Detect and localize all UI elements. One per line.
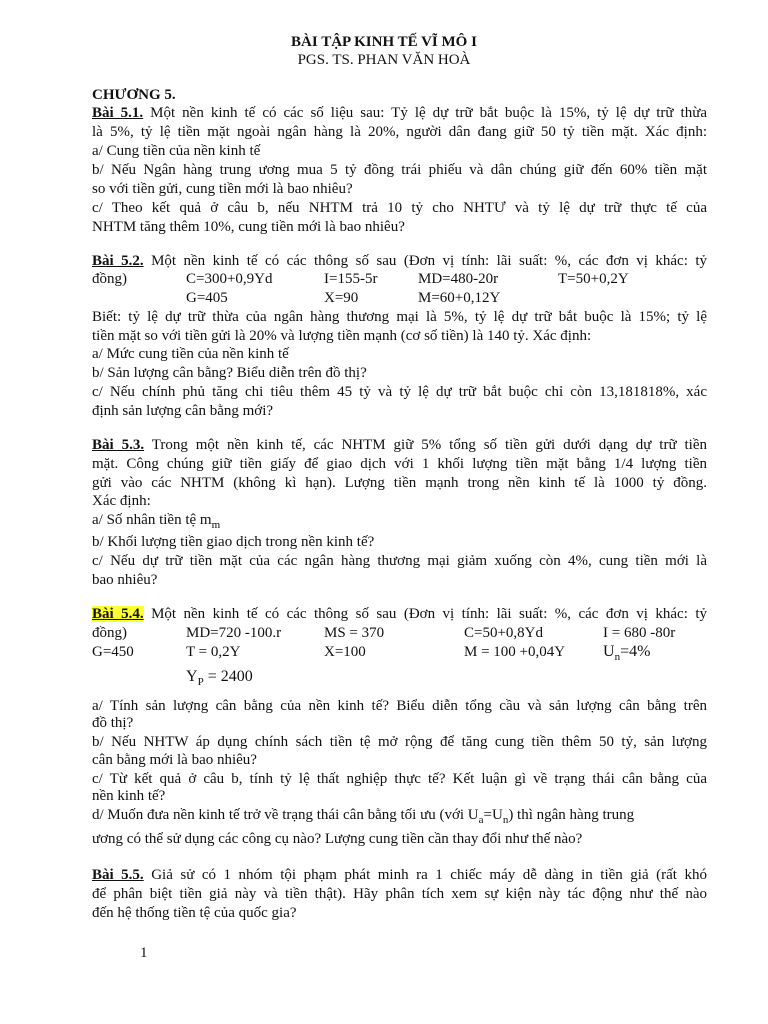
exercise-5-2-param: T=50+0,2Y	[558, 271, 629, 287]
exercise-5-1-line-3: a/ Cung tiền của nền kinh tế	[92, 143, 261, 159]
exercise-5-3-line-5: a/ Số nhân tiền tệ $m_m$	[92, 512, 221, 531]
exercise-5-3-line-7: c/ Nếu dự trữ tiền mặt của các ngân hàng thương mại giảm xuống còn 4%, cung tiền mới là	[92, 553, 707, 569]
exercise-5-2-param: C=300+0,9Yd	[186, 271, 273, 287]
exercise-5-5-label: Bài 5.5.	[92, 867, 144, 883]
exercise-5-1-line-1: Bài 5.1. Một nền kinh tế có các số liệu sau: Tỷ lệ dự trữ bắt buộc là 15%, tỷ lệ dự trữ thừa	[92, 105, 707, 121]
exercise-5-3-line-6: b/ Khối lượng tiền giao dịch trong nền kinh tế?	[92, 534, 375, 550]
exercise-5-4-line-5: b/ Nếu NHTW áp dụng chính sách tiền tệ mở rộng để tăng cung tiền thêm 50 tỷ, sản lượng	[92, 734, 707, 750]
exercise-5-3-line-2: mặt. Công chúng giữ tiền giấy để giao dịch với 1 khối lượng tiền mặt bằng 1/4 lượng tiền	[92, 456, 707, 472]
exercise-5-4-label: Bài 5.4.	[92, 606, 144, 622]
exercise-5-4-line-8: nền kinh tế?	[92, 788, 166, 804]
exercise-5-3-label: Bài 5.3.	[92, 437, 145, 453]
exercise-5-1-line-2: là 5%, tỷ lệ tiền mặt ngoài ngân hàng là 20%, người dân đang giữ 50 tỷ tiền mặt. Xác định:	[92, 124, 707, 140]
exercise-5-2-line-7: c/ Nếu chính phủ tăng chi tiêu thêm 45 tỷ và tỷ lệ dự trữ bắt buộc chỉ còn 13,181818%, xác	[92, 384, 707, 400]
exercise-5-4-line-10: ương có thể sử dụng các công cụ nào? Lượng cung tiền cần thay đổi như thế nào?	[92, 831, 583, 847]
exercise-5-5-line-2: để phân biệt tiền giả này và tiền thật). Hãy phân tích xem sự kiện này tác động như thế nào	[92, 886, 707, 902]
exercise-5-2-label: Bài 5.2.	[92, 253, 144, 269]
exercise-5-3-line-3: gửi vào các NHTM (không kì hạn). Lượng tiền mạnh trong nền kinh tế là 1000 tỷ đồng.	[92, 475, 707, 491]
exercise-5-4-line-1: Bài 5.4. Một nền kinh tế có các thông số sau (Đơn vị tính: lãi suất: %, các đơn vị khác: tỷ	[92, 606, 707, 622]
exercise-5-2-line-4: tiền mặt so với tiền gửi là 20% và lượng tiền mạnh (cơ số tiền) là 140 tỷ. Xác định:	[92, 328, 592, 344]
exercise-5-4-param: M = 100 +0,04Y	[464, 644, 566, 660]
exercise-5-4-param: T = 0,2Y	[186, 644, 241, 660]
exercise-5-4-param: X=100	[324, 644, 366, 660]
exercise-5-3-line-8: bao nhiêu?	[92, 572, 158, 588]
exercise-5-2-param: đồng)	[92, 271, 127, 287]
exercise-5-5-line-1: Bài 5.5. Giả sử có 1 nhóm tội phạm phát minh ra 1 chiếc máy dễ dàng in tiền giả (rất khó	[92, 867, 707, 883]
chapter-heading: CHƯƠNG 5.	[92, 87, 176, 103]
exercise-5-1-line-5: so với tiền gửi, cung tiền mới là bao nhiêu?	[92, 181, 353, 197]
exercise-5-4-line-3: a/ Tính sản lượng cân bằng của nền kinh tế? Biểu diễn tổng cầu và sản lượng cân bằng trên	[92, 698, 707, 714]
exercise-5-2-line-1: Bài 5.2. Một nền kinh tế có các thông số sau (Đơn vị tính: lãi suất: %, các đơn vị khác: tỷ	[92, 253, 707, 269]
exercise-5-4-param: G=450	[92, 644, 134, 660]
exercise-5-1-line-6: c/ Theo kết quả ở câu b, nếu NHTM trả 10 tỷ cho NHTƯ và tỷ lệ dự trữ thực tế của	[92, 200, 707, 216]
exercise-5-2-param: X=90	[324, 290, 359, 306]
exercise-5-4-potential-output: $Y_P = 2400$	[186, 668, 253, 688]
exercise-5-4-line-6: cân bằng mới là bao nhiêu?	[92, 752, 257, 768]
exercise-5-2-line-5: a/ Mức cung tiền của nền kinh tế	[92, 346, 289, 362]
exercise-5-2-param: G=405	[186, 290, 228, 306]
exercise-5-4-line-9: d/ Muốn đưa nền kinh tế trở về trạng thái cân bằng tối ưu (với $U_a=U_n$) thì ngân hàng trung	[92, 807, 635, 826]
exercise-5-1-line-4: b/ Nếu Ngân hàng trung ương mua 5 tỷ đồng trái phiếu và dân chúng giữ đến 60% tiền mặt	[92, 162, 707, 178]
exercise-5-2-line-8: định sản lượng cân bằng mới?	[92, 403, 274, 419]
exercise-5-2-line-6: b/ Sản lượng cân bằng? Biểu diễn trên đồ thị?	[92, 365, 367, 381]
exercise-5-4-param: C=50+0,8Yd	[464, 625, 544, 641]
exercise-5-2-line-3: Biết: tỷ lệ dự trữ thừa của ngân hàng thương mại là 5%, tỷ lệ dự trữ bắt buộc là 15%; tỷ lệ	[92, 309, 707, 325]
exercise-5-2-param: M=60+0,12Y	[418, 290, 501, 306]
exercise-5-2-param: I=155-5r	[324, 271, 378, 287]
exercise-5-5-line-3: đến hệ thống tiền tệ của quốc gia?	[92, 905, 297, 921]
exercise-5-1-label: Bài 5.1.	[92, 105, 144, 121]
exercise-5-4-param: đồng)	[92, 625, 127, 641]
exercise-5-3-line-4: Xác định:	[92, 493, 151, 509]
page-number: 1	[140, 945, 148, 961]
exercise-5-4-param: MD=720 -100.r	[186, 625, 282, 641]
exercise-5-4-unemployment-rate: $U_n=4\%$	[603, 643, 651, 663]
document-author: PGS. TS. PHAN VĂN HOÀ	[297, 52, 471, 68]
exercise-5-4-param: I = 680 -80r	[603, 625, 676, 641]
exercise-5-1-line-7: NHTM tăng thêm 10%, cung tiền mới là bao nhiêu?	[92, 219, 405, 235]
exercise-5-3-line-1: Bài 5.3. Trong một nền kinh tế, các NHTM giữ 5% tổng số tiền gửi dưới dạng dự trữ tiền	[92, 437, 707, 453]
exercise-5-4-line-7: c/ Từ kết quả ở câu b, tính tỷ lệ thất nghiệp thực tế? Kết luận gì về trạng thái cân bằng của	[92, 771, 707, 787]
exercise-5-2-param: MD=480-20r	[418, 271, 499, 287]
document-title: BÀI TẬP KINH TẾ VĨ MÔ I	[291, 34, 477, 50]
exercise-5-4-param: MS = 370	[324, 625, 385, 641]
exercise-5-4-line-4: đồ thị?	[92, 715, 134, 731]
